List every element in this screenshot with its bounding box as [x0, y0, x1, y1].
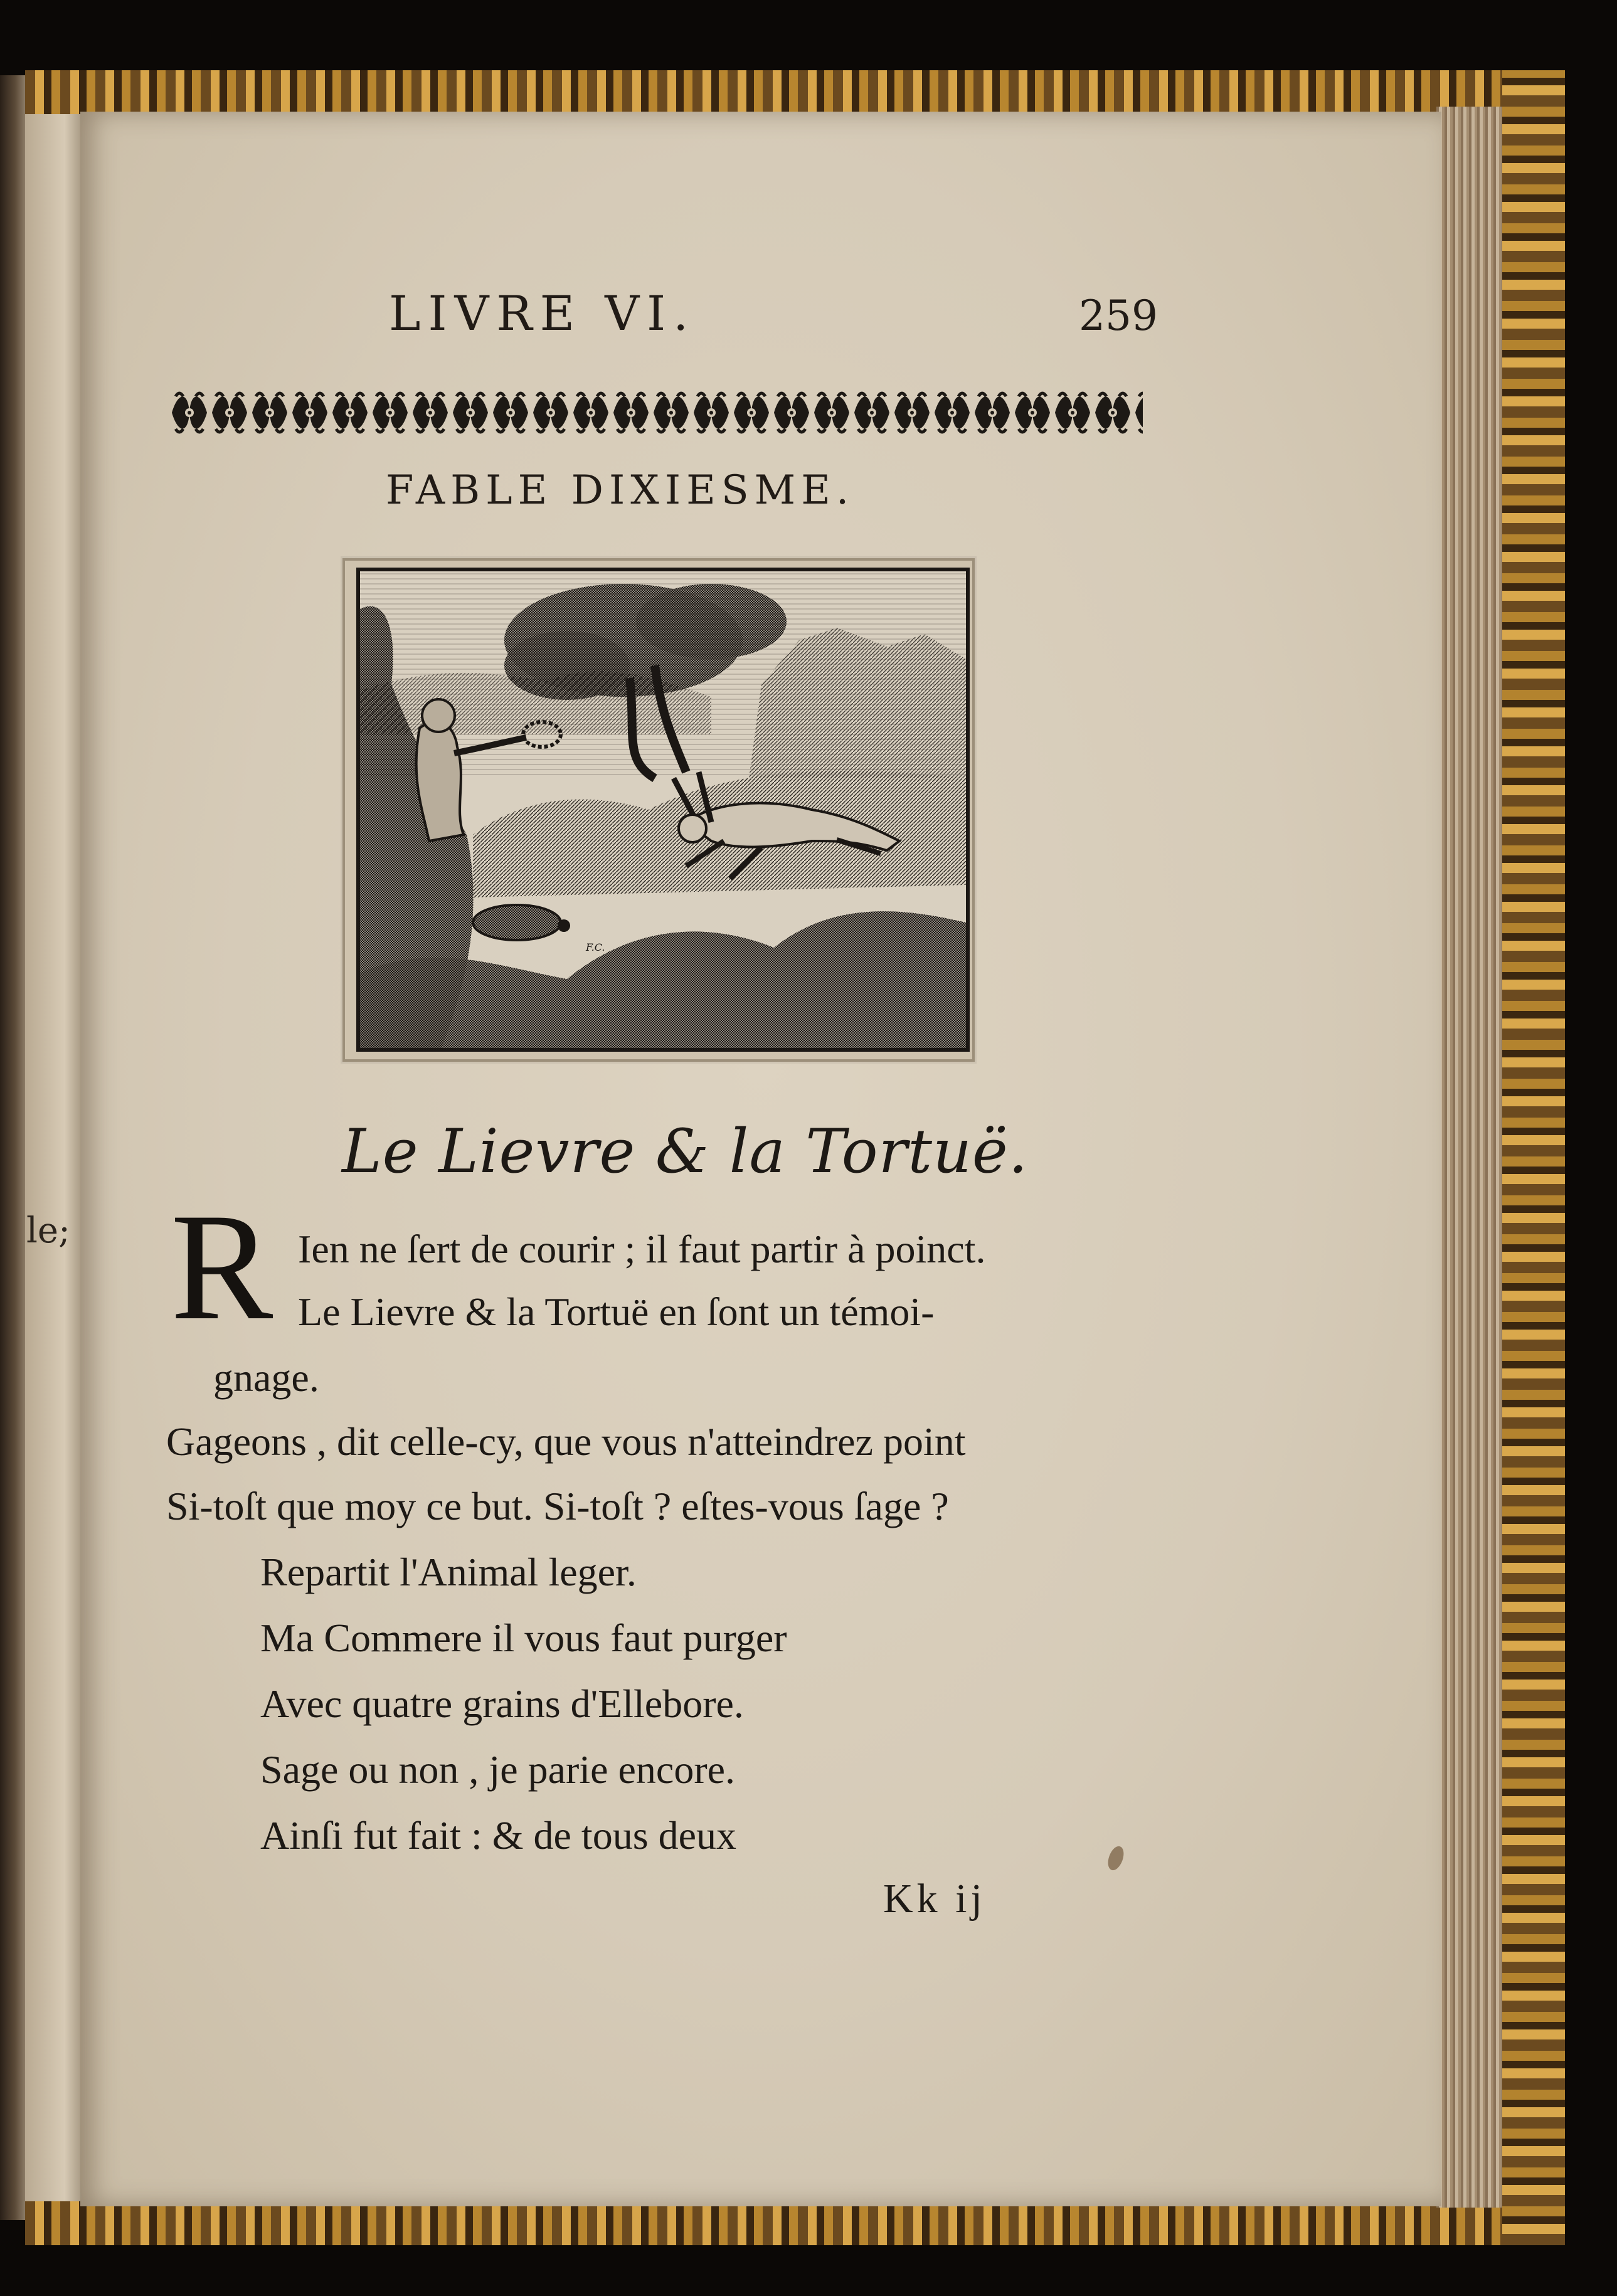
ornament-divider: [169, 384, 1143, 442]
verse-line-1: Ien ne ſert de courir ; il faut partir à poinct.: [298, 1227, 986, 1271]
fleuron-band-icon: [169, 384, 1143, 442]
verse-line-9: Sage ou non , je parie encore.: [260, 1747, 736, 1792]
gilt-border-right: [1502, 70, 1565, 2245]
verse-line-2: Le Lievre & la Tortuë en ſont un témoi-: [298, 1289, 935, 1334]
gathering-signature: Kk ij: [883, 1876, 986, 1922]
page-block-edge: [1436, 107, 1505, 2208]
fable-title: Le Lievre & la Tortuë.: [342, 1116, 1029, 1187]
gilt-border-top: [25, 70, 1565, 114]
verse-line-8: Avec quatre grains d'Ellebore.: [260, 1681, 744, 1726]
verse-line-3: gnage.: [213, 1355, 319, 1400]
left-page-edge: [25, 88, 82, 2220]
left-page-fragment: le;: [26, 1210, 70, 1251]
page-number: 259: [1079, 292, 1158, 340]
verse-line-7: Ma Commere il vous faut purger: [260, 1616, 787, 1660]
verse-line-6: Repartit l'Animal leger.: [260, 1550, 637, 1594]
fable-illustration: [356, 568, 970, 1052]
verse-line-4: Gageons , dit celle-cy, que vous n'atteindrez point: [166, 1419, 966, 1464]
fable-number: FABLE DIXIESME.: [386, 467, 855, 514]
gilt-border-bottom: [25, 2201, 1565, 2245]
engraving-image: [360, 571, 966, 1048]
verse-line-10: Ainſi fut fait : & de tous deux: [260, 1813, 736, 1858]
verse-line-5: Si-toſt que moy ce but. Si-toſt ? eſtes-vous ſage ?: [166, 1484, 949, 1528]
drop-cap: R: [171, 1182, 273, 1352]
engraver-signature: F.C.: [586, 941, 605, 953]
running-head: LIVRE VI.: [389, 285, 696, 341]
